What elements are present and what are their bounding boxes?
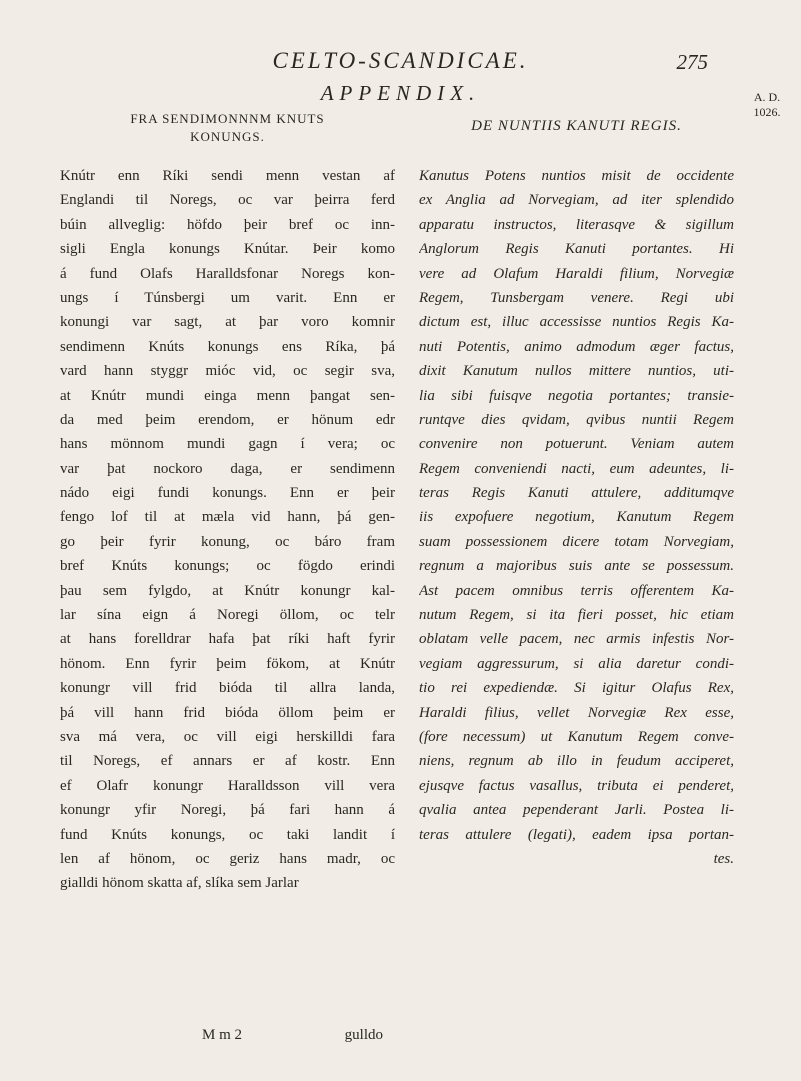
text-line: tes. bbox=[713, 850, 734, 867]
text-line: gialldi hönom skatta af, slíka sem Jarlar bbox=[60, 875, 299, 892]
text-line: lar sína eign á Noregi öllom, oc telr bbox=[60, 607, 395, 624]
text-line: sva má vera, oc vill eigi herskilldi fara bbox=[60, 728, 395, 745]
text-line: bref Knúts konungs; oc fögdo erindi bbox=[60, 558, 395, 575]
text-line: Anglorum Regis Kanuti portantes. Hi bbox=[419, 241, 734, 258]
text-line: fengo lof til at mæla vid hann, þá gen- bbox=[60, 509, 395, 526]
text-line: suam possessionem dicere totam Norvegiam, bbox=[419, 533, 734, 550]
latin-column bbox=[419, 110, 734, 871]
icelandic-text bbox=[60, 164, 395, 896]
icelandic-column bbox=[60, 110, 395, 896]
icelandic-title-line: FRA SENDIMONNNM KNUTS bbox=[130, 111, 325, 126]
margin-note-line: A. D. bbox=[753, 90, 781, 104]
text-line: konungr yfir Noregi, þá fari hann á bbox=[60, 802, 395, 819]
text-line: convenire non potuerunt. Veniam autem bbox=[419, 436, 734, 453]
text-line: oblatam velle pacem, nec armis infestis Nor- bbox=[419, 631, 734, 648]
text-line: (fore necessum) ut Kanutum Regem conve- bbox=[419, 728, 734, 745]
text-line: til Noregs, ef annars er af kostr. Enn bbox=[60, 753, 395, 770]
text-line: at Knútr mundi einga menn þangat sen- bbox=[60, 387, 395, 404]
text-line: á fund Olafs Haralldsfonar Noregs kon- bbox=[60, 265, 395, 282]
text-line: dixit Kanutum nullos mittere nuntios, uti- bbox=[419, 363, 734, 380]
latin-text bbox=[419, 164, 734, 871]
text-line: niens, regnum ab illo in feudum acciperet, bbox=[419, 753, 734, 770]
text-line: konungi var sagt, at þar voro komnir bbox=[60, 314, 395, 331]
text-line: vegiam aggressurum, si alia daretur condi- bbox=[419, 655, 734, 672]
text-line: ef Olafr konungr Haralldsson vill vera bbox=[60, 777, 395, 794]
text-line: þá vill hann frid bióda öllom þeim er bbox=[60, 704, 395, 721]
text-line: qvalia antea pependerant Jarli. Postea li- bbox=[419, 802, 734, 819]
text-line: runtqve dies qvidam, qvibus nuntii Regem bbox=[419, 411, 734, 428]
text-line: þau sem fylgdo, at Knútr konungr kal- bbox=[60, 582, 395, 599]
margin-date-note bbox=[745, 90, 789, 120]
text-line: Ast pacem omnibus terris offerentem Ka- bbox=[419, 582, 734, 599]
text-line: nádo eigi fundi konungs. Enn er þeir bbox=[60, 485, 395, 502]
icelandic-title-line: KONUNGS. bbox=[190, 129, 265, 144]
text-line: Knútr enn Ríki sendi menn vestan af bbox=[60, 168, 395, 184]
text-line: lia sibi fuisqve negotia portantes; transie- bbox=[419, 387, 734, 404]
text-line: Regem, Tunsbergam venere. Regi ubi bbox=[419, 289, 734, 306]
text-line: dictum est, illuc accessisse nuntios Regis Ka- bbox=[419, 314, 734, 331]
text-line: regnum a majoribus suis ante se possessum. bbox=[419, 558, 734, 575]
catchword: gulldo bbox=[344, 1027, 383, 1043]
text-line: Haraldi filius, vellet Norvegiæ Rex esse, bbox=[419, 704, 734, 721]
text-line: at hans forelldrar hafa þat ríki haft fyrir bbox=[60, 631, 395, 648]
text-line: teras attulere (legati), eadem ipsa portan- bbox=[419, 826, 734, 843]
text-line: tio rei expediendæ. Si igitur Olafus Rex, bbox=[419, 680, 734, 697]
text-line: sendimenn Knúts konungs ens Ríka, þá bbox=[60, 338, 395, 355]
text-line: go þeir fyrir konung, oc báro fram bbox=[60, 533, 395, 550]
section-heading: APPENDIX. bbox=[320, 81, 481, 105]
signature-mark: M m 2 bbox=[202, 1027, 243, 1043]
text-line: fund Knúts konungs, oc taki landit í bbox=[60, 826, 395, 843]
text-line: hans mönnom mundi gagn í vera; oc bbox=[60, 436, 395, 453]
text-line: nuti Potentis, animo admodum æger factus, bbox=[419, 338, 734, 355]
text-line: len af hönom, oc geriz hans madr, oc bbox=[60, 850, 395, 867]
text-line: vard hann styggr mióc vid, oc segir sva, bbox=[60, 363, 395, 380]
text-line: sigli Engla konungs Knútar. Þeir komo bbox=[60, 241, 395, 258]
text-line: búin allveglig: höfdo þeir bref oc inn- bbox=[60, 216, 395, 233]
text-line: Regem conveniendi nacti, eum adeuntes, li- bbox=[419, 460, 734, 477]
text-line: Englandi til Noregs, oc var þeirra ferd bbox=[60, 192, 395, 209]
text-line: Kanutus Potens nuntios misit de occidente bbox=[419, 168, 734, 184]
text-line: da med þeim erendom, er hönum edr bbox=[60, 411, 395, 428]
running-title: CELTO-SCANDICAE. bbox=[272, 48, 529, 73]
text-line: apparatu instructos, literasqve & sigillum bbox=[419, 216, 734, 233]
text-line: vere ad Olafum Haraldi filium, Norvegiæ bbox=[419, 265, 734, 282]
text-line: teras Regis Kanuti attulere, additumqve bbox=[419, 485, 734, 502]
text-line: ejusqve factus vasallus, tributa ei penderet, bbox=[419, 777, 734, 794]
page-number: 275 bbox=[676, 50, 708, 74]
text-line: hönom. Enn fyrir þeim fökom, at Knútr bbox=[60, 655, 395, 672]
latin-chapter-title: DE NUNTIIS KANUTI REGIS. bbox=[471, 118, 682, 134]
text-line: ungs í Túnsbergi um varit. Enn er bbox=[60, 289, 395, 306]
text-line: nutum Regem, si ita fieri posset, hic etiam bbox=[419, 607, 734, 624]
text-line: iis expofuere negotium, Kanutum Regem bbox=[419, 509, 734, 526]
text-line: konungr vill frid bióda til allra landa, bbox=[60, 680, 395, 697]
icelandic-chapter-title bbox=[60, 110, 395, 150]
text-line: var þat nockoro daga, er sendimenn bbox=[60, 460, 395, 477]
text-line: ex Anglia ad Norvegiam, ad iter splendido bbox=[419, 192, 734, 209]
margin-note-line: 1026. bbox=[753, 105, 781, 119]
